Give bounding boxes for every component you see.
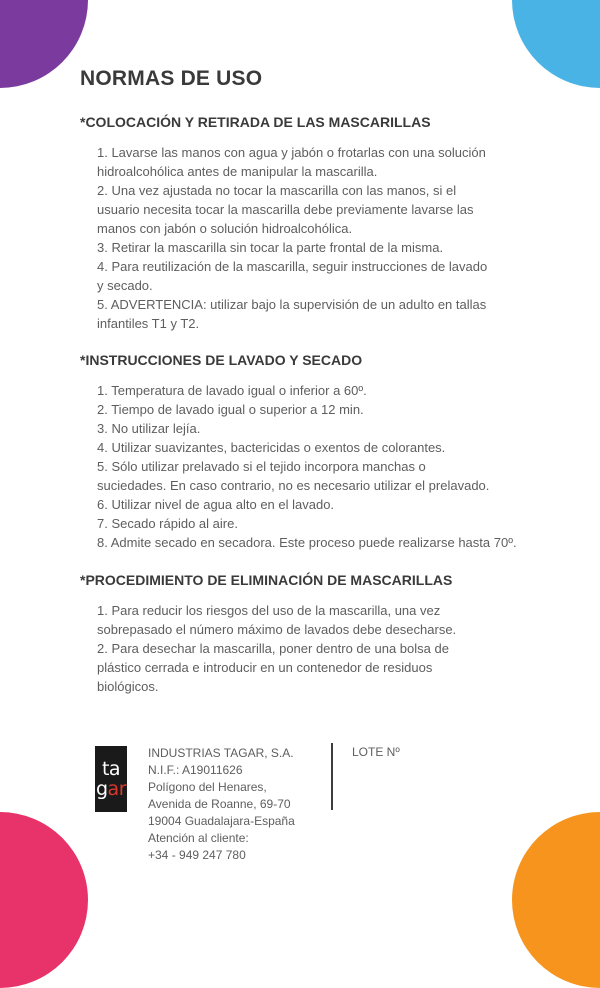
list-line: 1. Temperatura de lavado igual o inferior a 60º. — [97, 383, 367, 398]
company-info — [148, 745, 295, 864]
company-line: N.I.F.: A19011626 — [148, 763, 243, 777]
list-line: plástico cerrada e introducir en un contenedor de residuos — [97, 660, 433, 675]
section-list-colocacion — [97, 143, 525, 333]
list-line: 2. Tiempo de lavado igual o superior a 12 min. — [97, 402, 364, 417]
section-heading-lavado: *INSTRUCCIONES DE LAVADO Y SECADO — [80, 352, 363, 368]
list-line: sobrepasado el número máximo de lavados debe desecharse. — [97, 622, 457, 637]
corner-circle-bottom-left — [0, 812, 88, 988]
company-line: INDUSTRIAS TAGAR, S.A. — [148, 746, 294, 760]
list-line: 5. ADVERTENCIA: utilizar bajo la supervisión de un adulto en tallas — [97, 297, 487, 312]
list-line: 2. Una vez ajustada no tocar la mascarilla con las manos, si el — [97, 183, 457, 198]
logo-text-bottom — [96, 779, 126, 799]
company-line: +34 - 949 247 780 — [148, 848, 246, 862]
section-list-lavado — [97, 381, 525, 552]
list-line: 3. Retirar la mascarilla sin tocar la parte frontal de la misma. — [97, 240, 444, 255]
list-line: 4. Para reutilización de la mascarilla, seguir instrucciones de lavado — [97, 259, 488, 274]
company-line: Atención al cliente: — [148, 831, 249, 845]
list-line: 7. Secado rápido al aire. — [97, 516, 238, 531]
list-line: y secado. — [97, 278, 153, 293]
list-line: 2. Para desechar la mascarilla, poner dentro de una bolsa de — [97, 641, 449, 656]
list-line: 4. Utilizar suavizantes, bactericidas o exentos de colorantes. — [97, 440, 446, 455]
corner-circle-top-right — [512, 0, 600, 88]
logo-text-ar: ar — [107, 778, 127, 800]
section-heading-colocacion: *COLOCACIÓN Y RETIRADA DE LAS MASCARILLAS — [80, 114, 431, 130]
company-line: 19004 Guadalajara-España — [148, 814, 295, 828]
lote-label: LOTE Nº — [352, 745, 400, 759]
list-line: 5. Sólo utilizar prelavado si el tejido incorpora manchas o — [97, 459, 426, 474]
list-line: 1. Para reducir los riesgos del uso de la mascarilla, una vez — [97, 603, 441, 618]
company-line: Polígono del Henares, — [148, 780, 267, 794]
list-line: 3. No utilizar lejía. — [97, 421, 201, 436]
section-list-eliminacion — [97, 601, 525, 696]
list-line: 1. Lavarse las manos con agua y jabón o frotarlas con una solución — [97, 145, 486, 160]
list-line: hidroalcohólica antes de manipular la mascarilla. — [97, 164, 378, 179]
logo-text-top: ta — [101, 758, 121, 780]
list-line: biológicos. — [97, 679, 159, 694]
logo-text-g: g — [95, 778, 108, 800]
company-line: Avenida de Roanne, 69-70 — [148, 797, 291, 811]
list-line: suciedades. En caso contrario, no es necesario utilizar el prelavado. — [97, 478, 490, 493]
list-line: infantiles T1 y T2. — [97, 316, 200, 331]
vertical-divider — [331, 743, 333, 810]
tagar-logo — [95, 746, 127, 812]
corner-circle-top-left — [0, 0, 88, 88]
list-line: 6. Utilizar nivel de agua alto en el lavado. — [97, 497, 335, 512]
section-heading-eliminacion: *PROCEDIMIENTO DE ELIMINACIÓN DE MASCARILLAS — [80, 572, 453, 588]
corner-circle-bottom-right — [512, 812, 600, 988]
list-line: 8. Admite secado en secadora. Este proceso puede realizarse hasta 70º. — [97, 535, 517, 550]
list-line: manos con jabón o solución hidroalcohólica. — [97, 221, 353, 236]
list-line: usuario necesita tocar la mascarilla debe previamente lavarse las — [97, 202, 474, 217]
page-title: NORMAS DE USO — [80, 67, 263, 90]
